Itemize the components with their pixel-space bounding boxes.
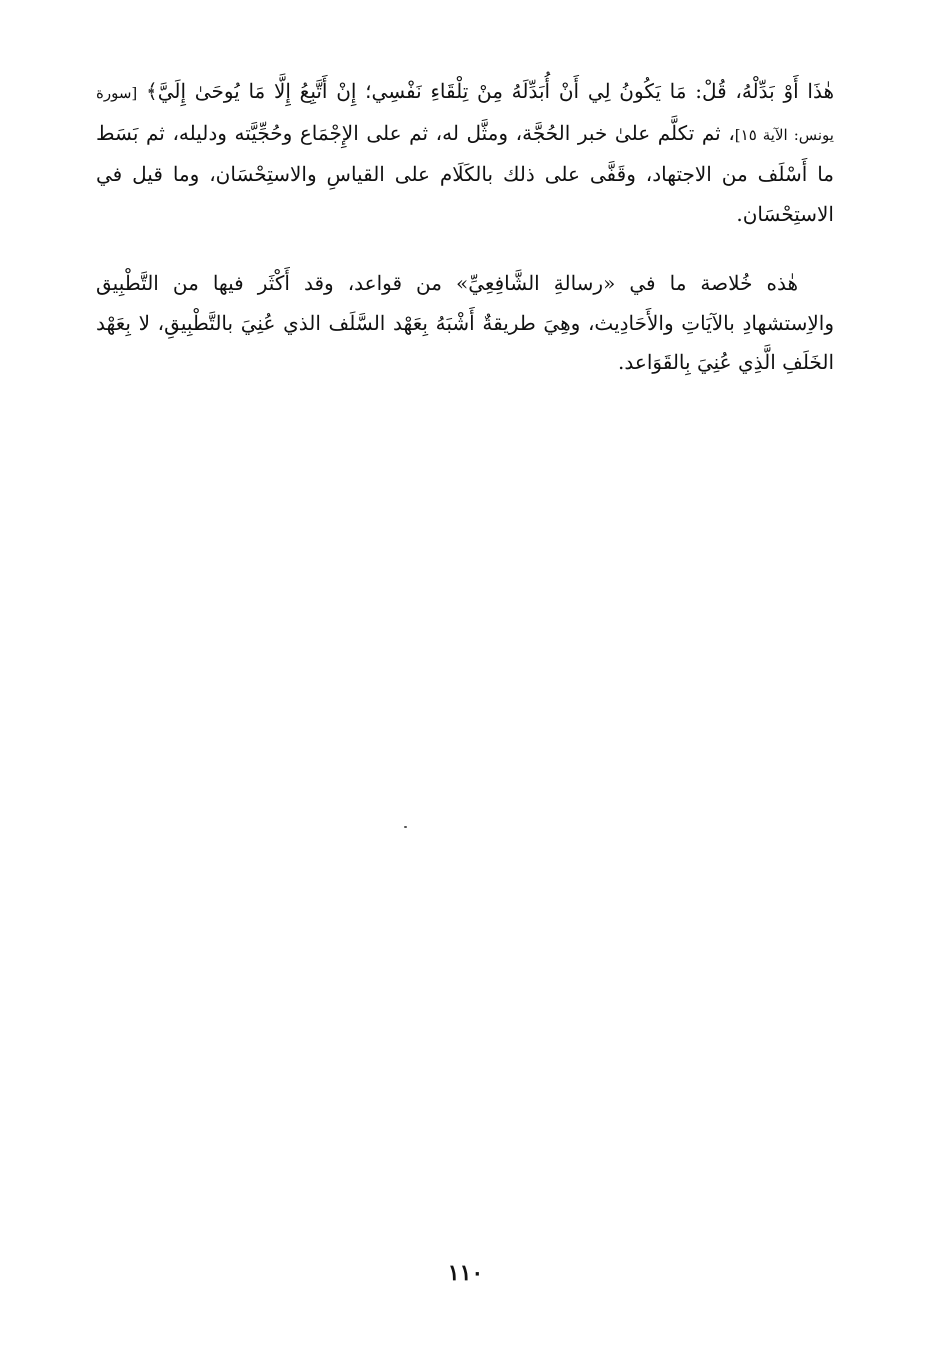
paragraph: هٰذه خُلاصة ما في «رسالةِ الشَّافِعِيِّ» من قواعد، وقد أَكْثَر فيها من التَّطْبِيق والاِستشهادِ بالآيَاتِ والأَحَادِيث، وهِيَ طريقةٌ أَشْبَهُ بِعَهْد السَّلَف الذي عُنِيَ بالتَّطْبِيقِ، لا بِعَهْد الخَلَفِ الَّذِي عُنِيَ بِالقَوَاعد. xyxy=(96,271,834,374)
page-number: ١١٠ xyxy=(447,1260,484,1286)
surah-reference: [سورة يونس: الآية ١٥] xyxy=(96,84,834,144)
scan-speck xyxy=(404,826,407,828)
paragraph xyxy=(96,72,834,234)
quran-verse-text: هٰذَا أَوْ بَدِّلْهُ، قُلْ: مَا يَكُونُ لِي أَنْ أُبَدِّلَهُ مِنْ تِلْقَاءِ نَفْسِي؛ إِنْ أَتَّبِعُ إِلَّا مَا يُوحَىٰ إِلَيَّ﴾ xyxy=(146,79,834,103)
paragraph-text: ، ثم تكلَّم علىٰ خبر الحُجَّة، ومثَّل له، ثم على الإِجْمَاع وحُجِّيَّته ودليله، ثم بَسَط ما أَسْلَف من الاجتهاد، وقَفَّى على ذلك بالكَلَام على القياسِ والاستِحْسَان، وما قيل في الاستِحْسَان. xyxy=(96,120,834,226)
